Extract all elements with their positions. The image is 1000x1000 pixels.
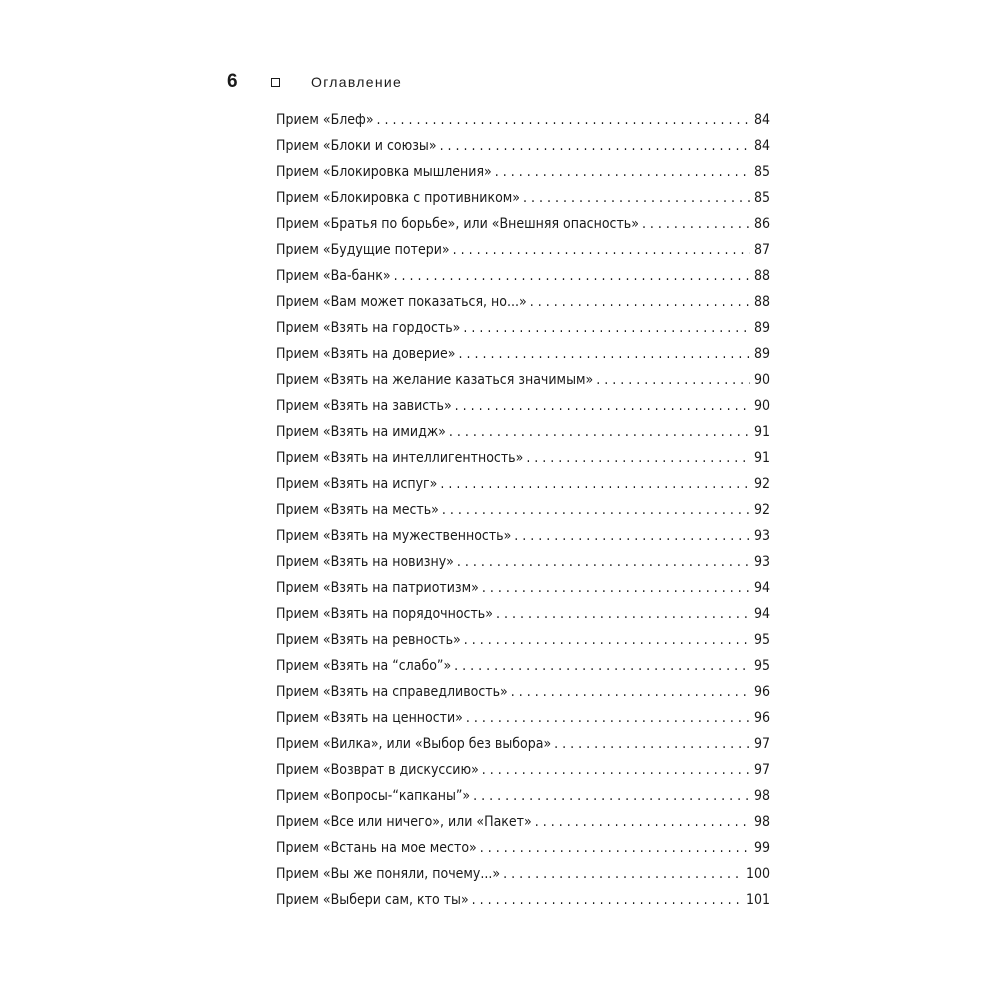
dot-leader xyxy=(596,367,750,393)
toc-entry-title: Прием «Взять на зависть» xyxy=(276,398,452,414)
toc-entry-title: Прием «Взять на интеллигентность» xyxy=(276,450,524,466)
toc-entry-title: Прием «Вам может показаться, но...» xyxy=(276,294,527,310)
toc-entry-title: Прием «Взять на “слабо”» xyxy=(276,658,452,674)
toc-entry-title: Прием «Взять на желание казаться значимым» xyxy=(276,372,594,388)
dot-leader xyxy=(457,549,750,575)
dot-leader xyxy=(514,523,750,549)
toc-entry-title: Прием «Взять на гордость» xyxy=(276,320,461,336)
toc-entry-page-number: 89 xyxy=(753,320,770,336)
dot-leader xyxy=(394,263,750,289)
toc-entry-title: Прием «Взять на справедливость» xyxy=(276,684,508,700)
toc-entry[interactable] xyxy=(276,341,770,367)
page-number: 6 xyxy=(227,71,238,92)
toc-entry-page-number: 90 xyxy=(753,372,770,388)
toc-entry-title: Прием «Взять на доверие» xyxy=(276,346,456,362)
toc-entry-title: Прием «Вы же поняли, почему...» xyxy=(276,866,501,882)
toc-entry-page-number: 87 xyxy=(753,242,770,258)
dot-leader xyxy=(463,315,750,341)
dot-leader xyxy=(442,497,750,523)
toc-entry-title: Прием «Взять на патриотизм» xyxy=(276,580,479,596)
toc-entry-title: Прием «Все или ничего», или «Пакет» xyxy=(276,814,532,830)
dot-leader xyxy=(496,601,750,627)
dot-leader xyxy=(440,133,750,159)
toc-entry-title: Прием «Ва-банк» xyxy=(276,268,391,284)
dot-leader xyxy=(480,835,750,861)
toc-entry-page-number: 91 xyxy=(753,424,770,440)
toc-entry[interactable] xyxy=(276,575,770,601)
toc-entry-title: Прием «Взять на имидж» xyxy=(276,424,446,440)
toc-entry[interactable] xyxy=(276,627,770,653)
toc-entry-page-number: 96 xyxy=(753,684,770,700)
toc-entry-page-number: 97 xyxy=(753,736,770,752)
dot-leader xyxy=(454,653,750,679)
toc-entry-page-number: 98 xyxy=(753,814,770,830)
dot-leader xyxy=(530,289,750,315)
toc-entry-page-number: 97 xyxy=(753,762,770,778)
dot-leader xyxy=(482,757,750,783)
toc-entry-title: Прием «Блоки и союзы» xyxy=(276,138,437,154)
toc-entry-title: Прием «Взять на испуг» xyxy=(276,476,438,492)
toc-entry-title: Прием «Будущие потери» xyxy=(276,242,450,258)
toc-entry[interactable] xyxy=(276,159,770,185)
toc-entry-page-number: 85 xyxy=(753,190,770,206)
toc-entry-title: Прием «Блокировка с противником» xyxy=(276,190,520,206)
toc-entry[interactable] xyxy=(276,731,770,757)
toc-entry-page-number: 84 xyxy=(753,138,770,154)
dot-leader xyxy=(523,185,750,211)
toc-entry-title: Прием «Встань на мое место» xyxy=(276,840,477,856)
toc-entry[interactable] xyxy=(276,757,770,783)
toc-entry[interactable] xyxy=(276,471,770,497)
toc-entry[interactable] xyxy=(276,861,770,887)
toc-entry-page-number: 93 xyxy=(753,554,770,570)
dot-leader xyxy=(535,809,750,835)
toc-entry-page-number: 91 xyxy=(753,450,770,466)
toc-entry-title: Прием «Братья по борьбе», или «Внешняя опасность» xyxy=(276,216,639,232)
toc-entry-page-number: 99 xyxy=(753,840,770,856)
dot-leader xyxy=(472,887,742,913)
toc-entry[interactable] xyxy=(276,263,770,289)
toc-entry-page-number: 95 xyxy=(753,632,770,648)
toc-entry-title: Прием «Взять на новизну» xyxy=(276,554,454,570)
toc-entry[interactable] xyxy=(276,783,770,809)
dot-leader xyxy=(464,627,750,653)
dot-leader xyxy=(458,341,750,367)
toc-entry-title: Прием «Блокировка мышления» xyxy=(276,164,492,180)
dot-leader xyxy=(453,237,750,263)
toc-entry-page-number: 101 xyxy=(745,892,770,908)
toc-entry-page-number: 89 xyxy=(753,346,770,362)
toc-entry-page-number: 92 xyxy=(753,476,770,492)
toc-entry-title: Прием «Возврат в дискуссию» xyxy=(276,762,479,778)
dot-leader xyxy=(466,705,750,731)
toc-entry[interactable] xyxy=(276,133,770,159)
toc-entry[interactable] xyxy=(276,211,770,237)
table-of-contents xyxy=(276,107,770,913)
toc-entry-title: Прием «Блеф» xyxy=(276,112,374,128)
dot-leader xyxy=(526,445,750,471)
dot-leader xyxy=(449,419,750,445)
toc-entry[interactable] xyxy=(276,497,770,523)
toc-entry-page-number: 88 xyxy=(753,268,770,284)
dot-leader xyxy=(377,107,750,133)
toc-entry-title: Прием «Взять на ценности» xyxy=(276,710,463,726)
dot-leader xyxy=(482,575,750,601)
dot-leader xyxy=(440,471,750,497)
toc-entry-page-number: 88 xyxy=(753,294,770,310)
toc-entry-page-number: 94 xyxy=(753,580,770,596)
toc-entry-page-number: 93 xyxy=(753,528,770,544)
toc-entry[interactable] xyxy=(276,705,770,731)
toc-entry-page-number: 86 xyxy=(753,216,770,232)
toc-entry[interactable] xyxy=(276,653,770,679)
toc-entry-page-number: 100 xyxy=(745,866,770,882)
toc-entry[interactable] xyxy=(276,315,770,341)
toc-entry[interactable] xyxy=(276,419,770,445)
dot-leader xyxy=(554,731,750,757)
dot-leader xyxy=(511,679,750,705)
toc-entry[interactable] xyxy=(276,393,770,419)
toc-entry[interactable] xyxy=(276,289,770,315)
toc-entry[interactable] xyxy=(276,601,770,627)
toc-entry-page-number: 96 xyxy=(753,710,770,726)
toc-entry-title: Прием «Вопросы-“капканы”» xyxy=(276,788,471,804)
running-header xyxy=(227,70,402,94)
toc-entry[interactable] xyxy=(276,367,770,393)
square-bullet-icon xyxy=(271,78,280,87)
toc-entry[interactable] xyxy=(276,445,770,471)
dot-leader xyxy=(473,783,750,809)
toc-entry[interactable] xyxy=(276,237,770,263)
toc-entry-page-number: 94 xyxy=(753,606,770,622)
toc-entry-page-number: 95 xyxy=(753,658,770,674)
dot-leader xyxy=(495,159,750,185)
toc-entry-page-number: 90 xyxy=(753,398,770,414)
toc-entry[interactable] xyxy=(276,835,770,861)
toc-entry[interactable] xyxy=(276,185,770,211)
toc-entry-title: Прием «Вилка», или «Выбор без выбора» xyxy=(276,736,552,752)
toc-entry-title: Прием «Выбери сам, кто ты» xyxy=(276,892,469,908)
toc-entry-page-number: 84 xyxy=(753,112,770,128)
toc-entry[interactable] xyxy=(276,523,770,549)
toc-entry-page-number: 98 xyxy=(753,788,770,804)
toc-entry-page-number: 92 xyxy=(753,502,770,518)
toc-entry[interactable] xyxy=(276,107,770,133)
toc-entry-title: Прием «Взять на ревность» xyxy=(276,632,461,648)
toc-entry[interactable] xyxy=(276,809,770,835)
dot-leader xyxy=(455,393,750,419)
dot-leader xyxy=(642,211,750,237)
toc-entry[interactable] xyxy=(276,549,770,575)
toc-entry-title: Прием «Взять на мужественность» xyxy=(276,528,512,544)
dot-leader xyxy=(503,861,742,887)
toc-entry-title: Прием «Взять на порядочность» xyxy=(276,606,493,622)
toc-entry[interactable] xyxy=(276,679,770,705)
toc-entry-page-number: 85 xyxy=(753,164,770,180)
section-title: Оглавление xyxy=(311,74,403,90)
toc-entry-title: Прием «Взять на месть» xyxy=(276,502,439,518)
toc-entry[interactable] xyxy=(276,887,770,913)
